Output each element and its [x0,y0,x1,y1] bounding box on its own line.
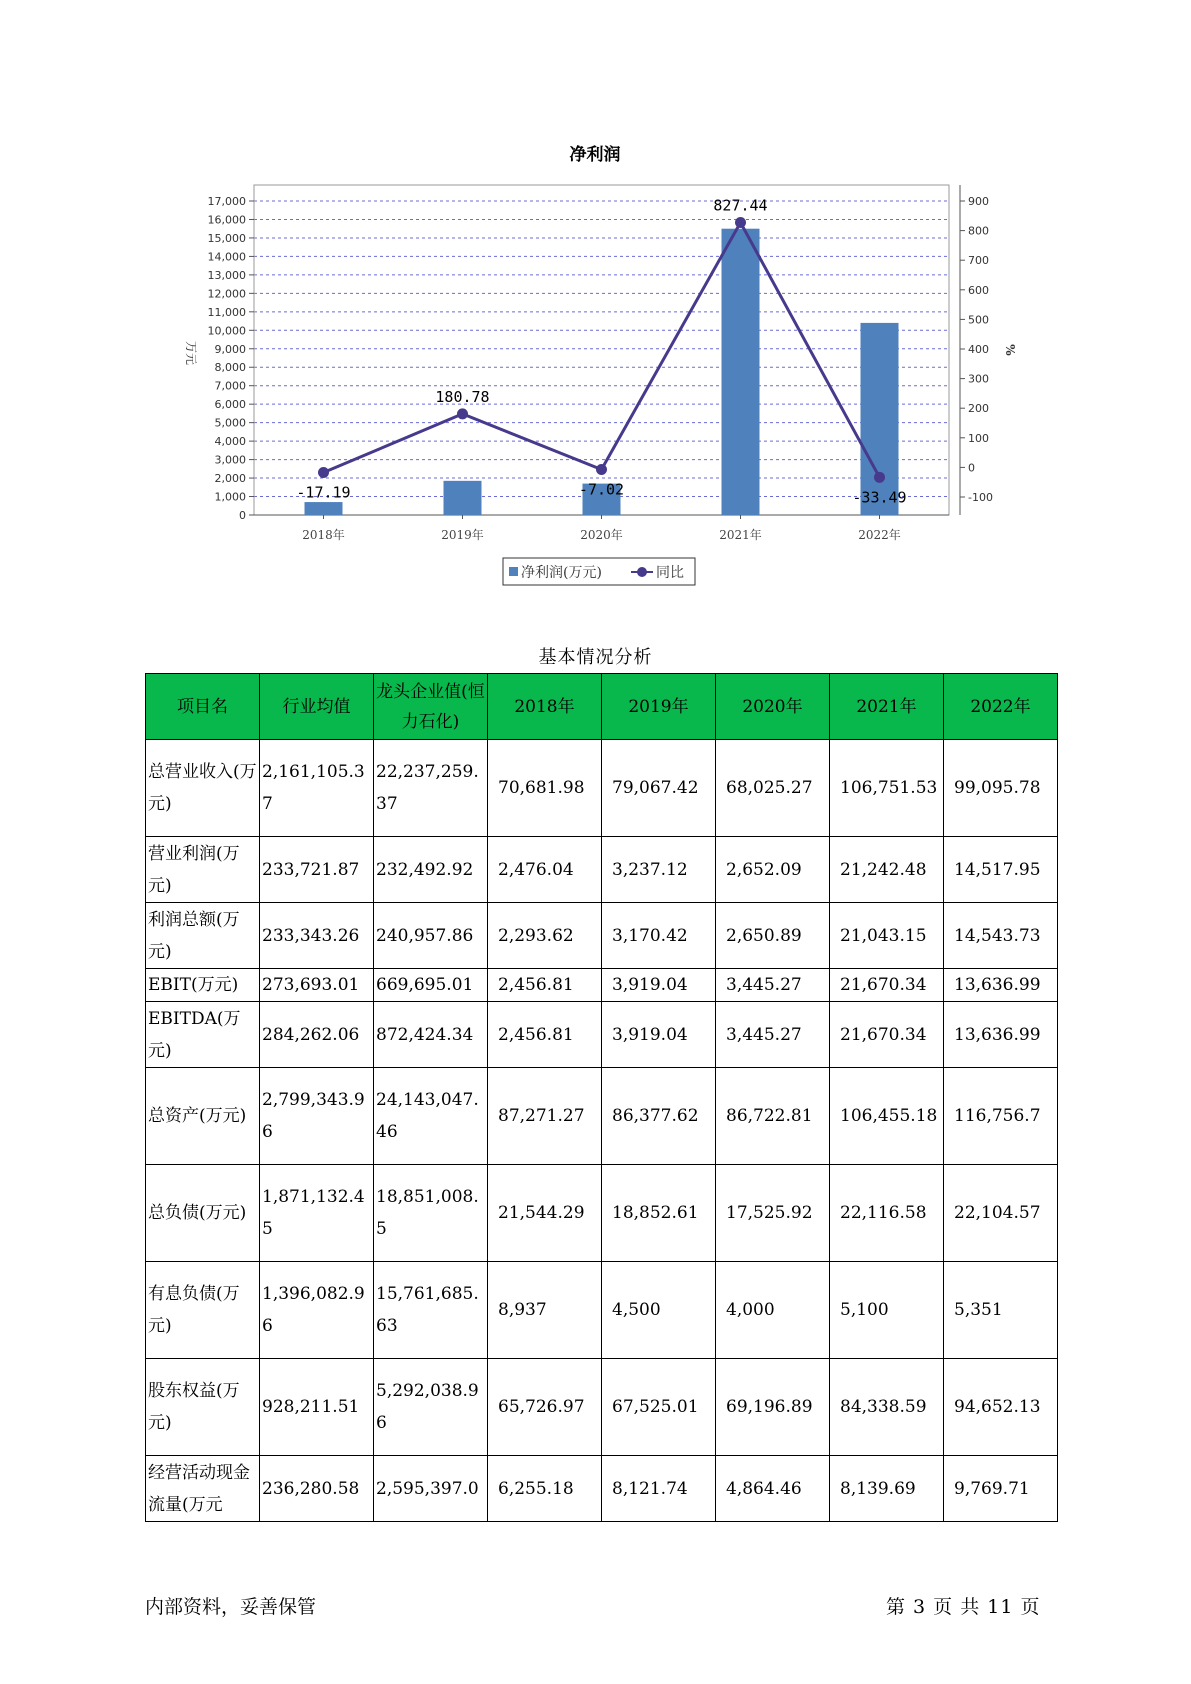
value-cell: 8,139.69 [830,1456,944,1522]
y-left-tick-label: 8,000 [214,361,246,375]
value-cell: 2,161,105.37 [260,740,374,837]
value-cell: 3,445.27 [716,1002,830,1068]
value-cell: 240,957.86 [374,903,488,969]
y-right-tick-label: 400 [968,343,989,356]
header-2019: 2019年 [602,674,716,740]
legend-line-marker [637,567,647,577]
value-cell: 21,242.48 [830,837,944,903]
y-right-tick-label: 300 [968,372,989,386]
value-cell: 87,271.27 [488,1068,602,1165]
y-left-tick-label: 6,000 [214,398,246,412]
row-shareholder-equity [146,1359,1058,1456]
y-right-tick-label: 500 [968,313,989,327]
row-total-liabilities [146,1165,1058,1262]
value-cell: 1,396,082.96 [260,1262,374,1359]
y-left-tick-label: 3,000 [214,453,246,467]
row-ebitda [146,1002,1058,1068]
row-interest-bearing-debt [146,1262,1058,1359]
value-cell: 2,652.09 [716,837,830,903]
x-axis [254,515,949,542]
value-cell: 2,456.81 [488,1002,602,1068]
value-cell: 2,650.89 [716,903,830,969]
yoy-point-2018年 [318,467,329,478]
value-cell: 106,751.53 [830,740,944,837]
value-cell: 6,255.18 [488,1456,602,1522]
y-left-tick-label: 9,000 [214,342,246,356]
yoy-data-label: -17.19 [296,483,351,502]
value-cell: 928,211.51 [260,1359,374,1456]
value-cell: 236,280.58 [260,1456,374,1522]
value-cell: 24,143,047.46 [374,1068,488,1165]
y-right-tick-label: 600 [968,283,989,297]
value-cell: 9,769.71 [944,1456,1058,1522]
y-axis-right [960,185,993,515]
yoy-data-label: -7.02 [578,480,625,499]
value-cell: 65,726.97 [488,1359,602,1456]
header-2022: 2022年 [944,674,1058,740]
value-cell: 2,293.62 [488,903,602,969]
value-cell: 106,455.18 [830,1068,944,1165]
y-left-tick-label: 5,000 [214,416,246,430]
yoy-line [324,222,880,477]
header-2018: 2018年 [488,674,602,740]
value-cell: 18,852.61 [602,1165,716,1262]
row-label-cell: 总负债(万元) [146,1165,260,1262]
y-right-tick-label: -100 [968,491,993,504]
x-tick-label: 2019年 [441,528,484,542]
yoy-point-2022年 [874,472,885,483]
value-cell: 68,025.27 [716,740,830,837]
header-industry-avg: 行业均值 [260,674,374,740]
value-cell: 4,864.46 [716,1456,830,1522]
value-cell: 4,000 [716,1262,830,1359]
yoy-point-2020年 [596,464,607,475]
value-cell: 13,636.99 [944,1002,1058,1068]
value-cell: 284,262.06 [260,1002,374,1068]
row-operating-profit [146,837,1058,903]
yoy-data-label: -33.49 [852,488,907,507]
y-left-tick-label: 12,000 [207,287,246,301]
value-cell: 21,043.15 [830,903,944,969]
y-axis-left-label: 万元 [184,340,198,366]
value-cell: 2,799,343.96 [260,1068,374,1165]
row-label-cell: EBITDA(万元) [146,1002,260,1068]
row-ebit [146,969,1058,1002]
bar-2018年 [305,502,343,515]
row-label-cell: 经营活动现金流量(万元 [146,1456,260,1522]
value-cell: 3,237.12 [602,837,716,903]
value-cell: 79,067.42 [602,740,716,837]
row-label-cell: 总营业收入(万元) [146,740,260,837]
y-right-tick-label: 0 [968,461,975,475]
y-right-tick-label: 800 [968,224,989,238]
yoy-data-label: 180.78 [435,387,490,406]
header-leader-value: 龙头企业值(恒力石化) [374,674,488,740]
value-cell: 22,237,259.37 [374,740,488,837]
value-cell: 21,544.29 [488,1165,602,1262]
bar-2021年 [722,229,760,515]
bar-2022年 [861,323,899,515]
value-cell: 1,871,132.45 [260,1165,374,1262]
yoy-point-2021年 [735,217,746,228]
value-cell: 94,652.13 [944,1359,1058,1456]
y-right-tick-label: 900 [968,195,989,208]
y-left-tick-label: 17,000 [207,195,246,208]
row-label-cell: 总资产(万元) [146,1068,260,1165]
y-right-tick-label: 100 [968,431,989,445]
x-tick-label: 2021年 [719,528,762,542]
value-cell: 86,722.81 [716,1068,830,1165]
value-cell: 2,595,397.0 [374,1456,488,1522]
value-cell: 21,670.34 [830,969,944,1002]
yoy-data-label: 827.44 [713,196,768,215]
value-cell: 116,756.7 [944,1068,1058,1165]
value-cell: 273,693.01 [260,969,374,1002]
legend-bar-label: 净利润(万元) [521,565,602,581]
row-label-cell: 有息负债(万元) [146,1262,260,1359]
y-left-tick-label: 7,000 [214,379,246,393]
table-header-row [146,674,1058,740]
y-left-tick-label: 10,000 [207,324,246,338]
y-axis-right-label: % [1003,344,1017,356]
chart-legend [503,558,695,585]
value-cell: 84,338.59 [830,1359,944,1456]
row-operating-cashflow [146,1456,1058,1522]
row-label-cell: 股东权益(万元) [146,1359,260,1456]
y-left-tick-label: 15,000 [207,231,246,245]
value-cell: 18,851,008.5 [374,1165,488,1262]
value-cell: 70,681.98 [488,740,602,837]
value-cell: 22,104.57 [944,1165,1058,1262]
net-profit-chart [0,0,1191,600]
value-cell: 22,116.58 [830,1165,944,1262]
value-cell: 5,100 [830,1262,944,1359]
y-axis-left [208,195,255,522]
value-cell: 3,170.42 [602,903,716,969]
y-left-tick-label: 14,000 [207,250,246,264]
y-left-tick-label: 11,000 [207,305,246,319]
footer-page-number: 第 3 页 共 11 页 [886,1596,1041,1618]
row-total-revenue [146,740,1058,837]
row-total-profit [146,903,1058,969]
chart-grid [254,201,949,497]
value-cell: 14,543.73 [944,903,1058,969]
y-left-tick-label: 16,000 [207,213,246,227]
value-cell: 3,919.04 [602,1002,716,1068]
header-2021: 2021年 [830,674,944,740]
value-cell: 21,670.34 [830,1002,944,1068]
value-cell: 3,445.27 [716,969,830,1002]
chart-title: 净利润 [569,145,621,165]
bar-2019年 [444,481,482,515]
y-left-tick-label: 0 [239,509,246,522]
value-cell: 17,525.92 [716,1165,830,1262]
value-cell: 3,919.04 [602,969,716,1002]
legend-bar-swatch [509,567,518,576]
x-tick-label: 2020年 [580,528,623,542]
value-cell: 4,500 [602,1262,716,1359]
footer-confidential-note: 内部资料，妥善保管 [145,1596,317,1618]
value-cell: 2,456.81 [488,969,602,1002]
value-cell: 15,761,685.63 [374,1262,488,1359]
y-left-tick-label: 2,000 [214,472,246,486]
y-right-tick-label: 700 [968,254,989,268]
row-label-cell: EBIT(万元) [146,969,260,1002]
value-cell: 5,351 [944,1262,1058,1359]
value-cell: 232,492.92 [374,837,488,903]
value-cell: 2,476.04 [488,837,602,903]
y-right-tick-label: 200 [968,402,989,416]
value-cell: 669,695.01 [374,969,488,1002]
y-left-tick-label: 1,000 [214,490,246,504]
table-caption: 基本情况分析 [538,647,653,668]
row-label-cell: 营业利润(万元) [146,837,260,903]
x-tick-label: 2018年 [302,528,345,542]
value-cell: 8,121.74 [602,1456,716,1522]
row-label-cell: 利润总额(万元) [146,903,260,969]
value-cell: 8,937 [488,1262,602,1359]
x-tick-label: 2022年 [858,528,901,542]
header-item-name: 项目名 [146,674,260,740]
value-cell: 99,095.78 [944,740,1058,837]
yoy-point-2019年 [457,408,468,419]
value-cell: 67,525.01 [602,1359,716,1456]
y-left-tick-label: 4,000 [214,435,246,449]
legend-line-label: 同比 [656,565,684,581]
value-cell: 5,292,038.96 [374,1359,488,1456]
value-cell: 69,196.89 [716,1359,830,1456]
value-cell: 872,424.34 [374,1002,488,1068]
value-cell: 233,721.87 [260,837,374,903]
header-2020: 2020年 [716,674,830,740]
value-cell: 86,377.62 [602,1068,716,1165]
y-left-tick-label: 13,000 [207,268,246,282]
row-total-assets [146,1068,1058,1165]
value-cell: 233,343.26 [260,903,374,969]
line-series [318,217,885,483]
value-cell: 14,517.95 [944,837,1058,903]
basic-analysis-table [145,673,1058,1522]
value-cell: 13,636.99 [944,969,1058,1002]
